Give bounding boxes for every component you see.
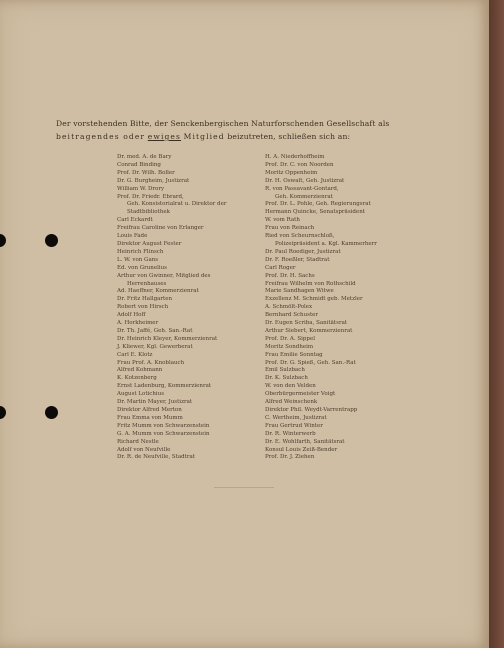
intro-emphasis-ewiges: ewiges <box>147 132 182 141</box>
signatory-entry: Prof. Dr. G. Spieß, Geh. San.-Rat <box>265 359 356 366</box>
signatory-entry: Stadtbibliothek <box>127 209 170 216</box>
signatories-right-column <box>265 154 377 462</box>
signatory-entry: Arthur Siebert, Kommerzienrat <box>265 327 353 334</box>
signatory-entry: Direktor Phil. Weydt-Varrentrapp <box>265 407 358 413</box>
signatory-entry: Dr. E. Wohlfarth, Sanitätsrat <box>265 438 345 445</box>
signatory-entry: C. Wertheim, Justizrat <box>265 414 327 421</box>
signatory-entry: Robert von Hirsch <box>117 304 169 311</box>
signatory-entry: Prof. Dr. H. Sachs <box>265 272 315 279</box>
signatory-entry: L. W. von Gans <box>117 256 159 263</box>
signatory-entry: Dr. R. Winterwerb <box>265 430 316 437</box>
signatory-entry: Dr. Th. Jaffé, Geh. San.-Rat <box>117 327 193 334</box>
signatory-entry: Dr. G. Burgheim, Justizrat <box>117 177 190 184</box>
intro-paragraph <box>56 117 456 143</box>
signatory-entry: Freifrau Caroline von Erlanger <box>117 225 204 232</box>
signatory-entry: Frau von Reinach <box>265 225 315 232</box>
signatory-entry: Dr. Fritz Hallgarten <box>117 296 173 303</box>
intro-mitglied: Mitglied <box>183 132 225 141</box>
signatory-entry: Marie Sandhagen Witwe <box>265 288 334 295</box>
signatory-entry: Exzellenz M. Schmidt geb. Metzler <box>265 296 363 303</box>
signatory-entry: Fritz Mumm von Schwarzenstein <box>117 422 210 429</box>
signatory-entry: Alfred Weinschenk <box>265 399 318 406</box>
signatory-entry: Carl E. Klotz <box>117 351 153 358</box>
signatory-entry: Dr. Paul Roediger, Justizrat <box>265 248 341 255</box>
signatory-entry: G. A. Mumm von Schwarzenstein <box>117 430 210 437</box>
signatory-entry: Emil Sulzbach <box>265 367 305 374</box>
signatory-entry: Konsul Louis Zeiß-Bender <box>265 446 338 453</box>
signatory-entry: Moritz Oppenheim <box>265 169 318 176</box>
signatory-entry: Dr. Martin Mayer, Justizrat <box>117 399 193 406</box>
signatory-entry: Frau Emma von Mumm <box>117 414 183 421</box>
signatory-entry: Geh. Konsistorialrat u. Direktor der <box>127 201 227 208</box>
signatory-entry: Adolf von Neufville <box>117 446 171 453</box>
signatory-entry: J. Kliewer, Kgl. Gewerberat <box>117 343 193 350</box>
signatory-entry: Prof. Dr. A. Sippel <box>265 335 315 342</box>
signatory-entry: K. Kotzenberg <box>117 375 157 382</box>
signatory-entry: R. von Passavant-Gontard, <box>265 185 339 192</box>
signatory-entry: Carl Eckardt <box>117 217 153 224</box>
signatory-entry: Dr. Heinrich Kleyer, Kommerzienrat <box>117 335 218 342</box>
signatory-entry: Frau Emilie Sonntag <box>265 351 323 358</box>
signatory-entry: Dr. med. A. de Bary <box>117 154 172 160</box>
signatory-entry: W. vom Rath <box>265 217 300 224</box>
signatory-entry: W. von den Velden <box>265 383 316 390</box>
signatory-entry: Dr. Eugen Scriba, Sanitätsrat <box>265 320 348 327</box>
signatory-entry: Alfred Kohmann <box>117 367 163 374</box>
signatory-entry: A. Schmölt-Polex <box>265 304 313 311</box>
signatory-entry: Prof. Dr. L. Pohle, Geh. Regierungsrat <box>265 201 371 208</box>
signatory-entry: Freifrau Wilhelm von Rothschild <box>265 280 356 287</box>
signatory-entry: Louis Fade <box>117 233 148 240</box>
signatory-entry: Prof. Dr. Friedr. Ebrard, <box>117 193 184 200</box>
punch-hole-upper <box>45 234 58 247</box>
signatory-entry: Conrad Binding <box>117 161 161 168</box>
signatory-entry: Arthur von Gwinner, Mitglied des <box>117 272 211 279</box>
signatory-entry: William W. Drory <box>117 185 165 192</box>
signatory-entry: Direktor August Fester <box>117 240 182 247</box>
signatory-entry: Moritz Sondheim <box>265 343 314 350</box>
signatory-entry: Direktor Alfred Merton <box>117 407 182 413</box>
intro-closing: beizutreten, schließen sich an: <box>227 132 351 141</box>
signatory-entry: Dr. F. Roeßler, Stadtrat <box>265 256 330 263</box>
signatory-entry: H. A. Niederhoffheim <box>265 154 325 160</box>
page-edge <box>489 0 504 648</box>
signatory-entry: August Lotichius <box>117 391 165 398</box>
signatory-entry: Frau Gertrud Winter <box>265 422 323 429</box>
signatory-entry: Prof. Dr. C. von Noorden <box>265 161 334 168</box>
signatory-entry: Ad. Haeffner, Kommerzienrat <box>117 288 199 295</box>
signatories-left-column <box>117 154 226 462</box>
signatory-entry: Dr. H. Oswalt, Geh. Justizrat <box>265 177 345 184</box>
signatory-entry: Oberbürgermeister Voigt <box>265 391 336 398</box>
signatory-entry: Ed. von Grunelius <box>117 264 167 271</box>
signatory-entry: Dr. K. Sulzbach <box>265 375 308 382</box>
signatory-entry: Richard Nestle <box>117 438 159 445</box>
signatory-entry: Bernhard Schuster <box>265 312 319 319</box>
signatory-entry: Prof. Dr. Wilh. Boller <box>117 169 175 176</box>
signatory-entry: Heinrich Flinsch <box>117 248 164 255</box>
signatory-entry: Herrenhauses <box>127 280 167 287</box>
signatory-entry: Dr. R. de Neufville, Stadtrat <box>117 454 195 461</box>
signatory-entry: Hermann Quincke, Senatspräsident <box>265 209 365 216</box>
closing-divider <box>214 487 274 488</box>
signatory-entry: Frau Prof. A. Knoblauch <box>117 359 185 366</box>
punch-hole-lower <box>45 406 58 419</box>
intro-line-1: Der vorstehenden Bitte, der Senckenbergischen Naturforschenden Gesellschaft als <box>56 119 390 128</box>
signatory-entry: Polizeipräsident a. Kgl. Kammerherr <box>275 240 377 247</box>
signatory-entry: Adolf Hoff <box>117 312 146 319</box>
signatory-entry: Prof. Dr. J. Ziehen <box>265 454 315 461</box>
signatory-entry: Ried von Scheurnschloß, <box>265 233 335 240</box>
intro-membership-type: beitragendes oder <box>56 132 146 141</box>
signatory-entry: A. Horkheimer <box>117 320 159 327</box>
signatory-entry: Geh. Kommerzienrat <box>275 193 333 200</box>
signatory-entry: Carl Roger <box>265 264 296 271</box>
signatory-entry: Ernst Ladenburg, Kommerzienrat <box>117 383 212 390</box>
